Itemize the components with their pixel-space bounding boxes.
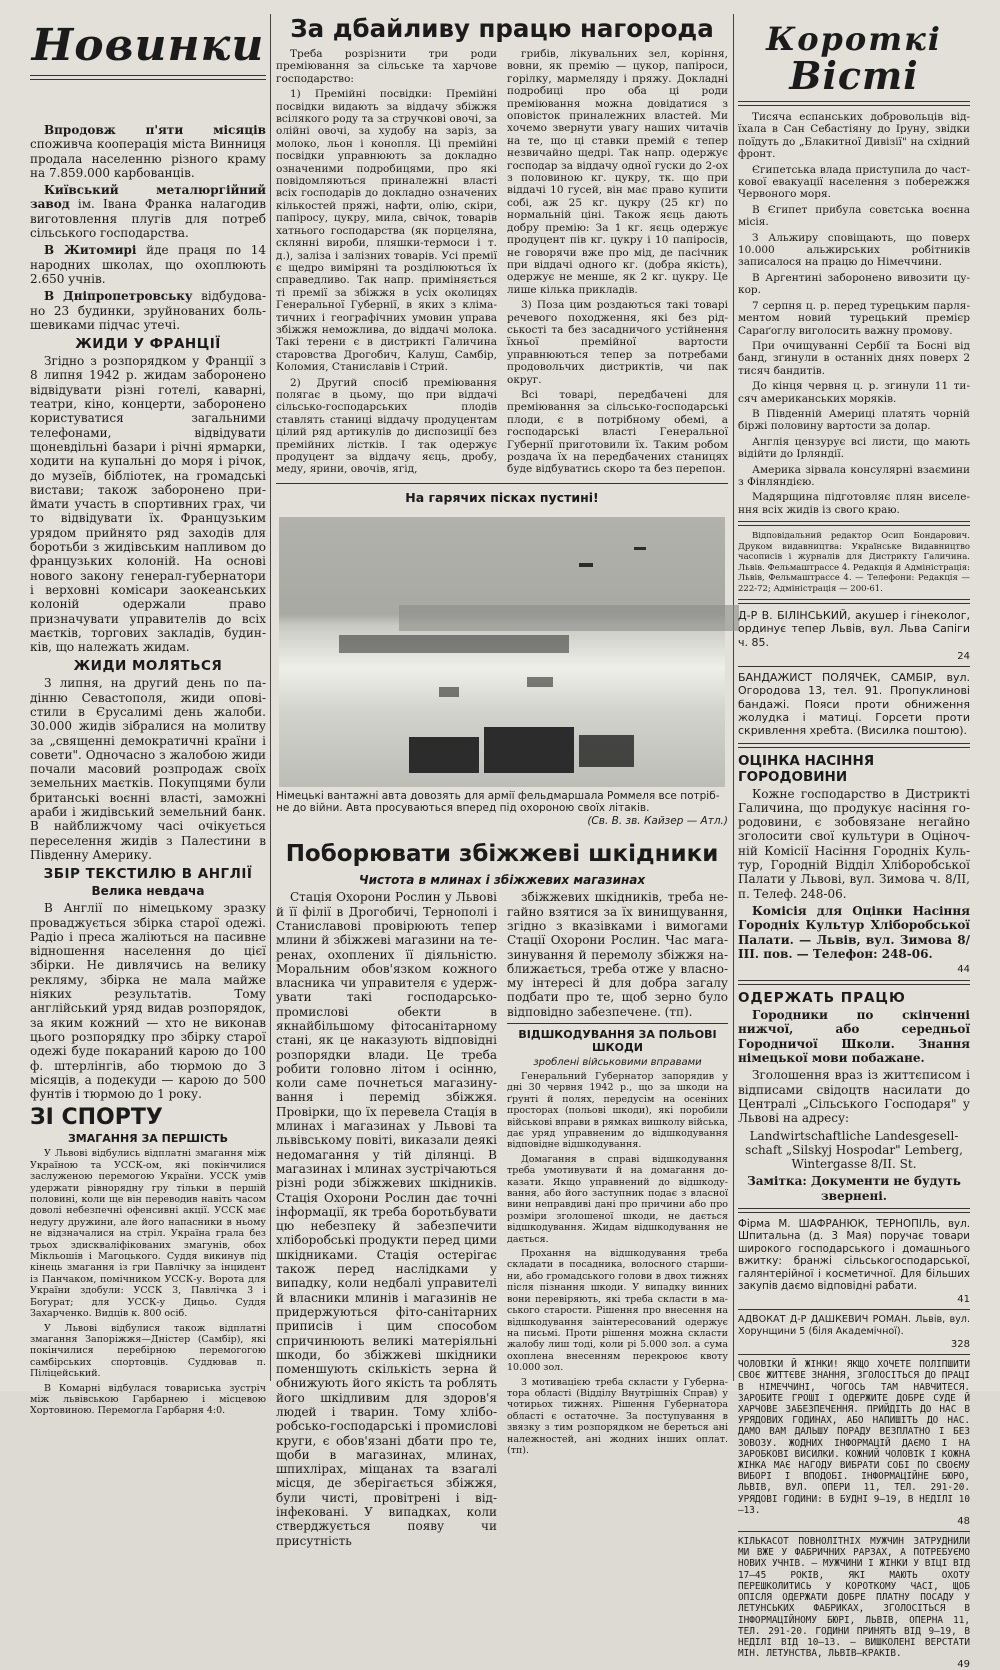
headline-textile: ЗБІР ТЕКСТИЛЮ В АНГЛІЇ bbox=[43, 866, 253, 883]
distant-convoy bbox=[339, 635, 569, 653]
ad-shafraniuk-number: 41 bbox=[957, 1294, 970, 1306]
truck-center bbox=[484, 727, 574, 773]
ad-work-germany: ЧОЛОВІКИ Й ЖІНКИ! ЯКЩО ХОЧЕТЕ ПОЛІПШИТИ СВОЄ ЖИТТЄВЕ ЗНАННЯ, ЗГОЛОСІТЬСЯ ДО ПРАЦІ В НІМЕЧЧИНІ, ЧОГОСЬ ТАМ НАВЧИТЕСЯ. ЗАРОБИТЕ ГРОШІ І ОДЕРЖИТЕ ДОБРЕ СУДЕ Й ХАРЧОВЕ ЗАБЕЗПЕЧЕННЯ. ПРИЙДІТЬ ДО НАС В УРЯДОВИХ ГОДИНАХ, АБО НАПИШІТЬ ДО НАС. ДАМО ВАМ ДАЛЬШУ ПОРАДУ ВЕЗПЛАТНО І БЕЗ ЗОВОЗУ. ЖОДНИХ ІНФОРМАЦІЙ ДАЄМО І НА ЗАРОБКОВІ ВИСИЛКИ. КОЖНИЙ ЧОЛОВІК І КОЖНА ЖІНКА МАЄ НАГОДУ ВИБРАТИ СОБІ ПО СВОЄМУ ВИБОРІ І ВПОДОБІ. ІНФОРМАЦІЙНЕ БЮРО, ЛЬВІВ, ВУЛ. ОПЕРИ 11, ТЕЛ. 291-20. УРЯДОВІ ГОДИНИ: В БУДНІ 9—19, В НЕДІЛІ 10—13. bbox=[738, 1359, 970, 1516]
column-novynky bbox=[30, 14, 266, 1417]
news-item-lead: Впродовж п'яти місяців bbox=[44, 123, 266, 137]
job-address: Landwirtschaftliche Landesgesellschaft „Silskyj Hospodar" Lemberg, Wintergasse 8/II. St. bbox=[745, 1128, 963, 1172]
news-item-text: відбудовано 23 будинки, зруйнованих большевиками підчас утечі. bbox=[30, 289, 266, 332]
horizon-dunes bbox=[399, 605, 739, 631]
job-text: Зголошення враз із життєписом і відписами свідоцтв насилати до Централі „Сільського Господаря" у Львові на адресу: bbox=[738, 1068, 970, 1126]
rubric-visti: Вісті bbox=[789, 53, 919, 98]
short-news-item: Єгипетська влада приступила до часткової евакуації населення з побережжя Червоного моря. bbox=[738, 163, 970, 201]
paragraph: Домагання в справі відшкодування треба умотивувати й на домагання доказати. Якщо управнений до відшкодування, або його заступник подає з власної вини неправдиві дані про причини або про розміри зголошеної шкоди, не дається відшкодування. Жидам відшкодування не дається. bbox=[507, 1153, 728, 1245]
photo-title: На гарячих пісках пустині! bbox=[405, 489, 599, 505]
news-item-text: йде праця по 14 народних школах, що охоплюють 2.650 учнів. bbox=[30, 243, 266, 286]
ad-bilinsky-number: 24 bbox=[957, 651, 970, 663]
ad-dashkevych: АДВОКАТ Д-Р ДАШКЕВИЧ РОМАН. Львів, вул. Хорунщини 5 (біля Академічної). bbox=[738, 1314, 970, 1337]
job-requirements: Городники по скінченні нижчої, або середньої Городничої Школи. Знання німецької мови побажане. bbox=[738, 1008, 970, 1066]
article-pray: 3 липня, на другий день по падінню Севастополя, жиди оповiстили в Єрусалимі день жалоби. 30.000 жидів зібралися на молитву за „священні демократичні країни і совети". Одночасно з жалобою жиди почали масовий розпродаж своїх земельних маєтків. Покупцями були британські воєнні власті, заможні араби і жидівський земельний банк. В найближчому часі очікується переселення жидів з Палестини в Південну Америку. bbox=[30, 676, 266, 862]
short-news-item: При очищуванні Сербії та Босні від банд, згинули в останніх днях поверх 2 тисяч бандитів. bbox=[738, 339, 970, 377]
ad-shafraniuk: Фірма М. ШАФРАНЮК, ТЕРНОПІЛЬ, вул. Шпитальна (д. 3 Мая) поручає товари широкого господарського і домашнього вжитку: бранжі сільськогосподарської, галянтерійної і косметичної. Для більших закупів даємо відповідні рабати. bbox=[738, 1217, 970, 1293]
ad-aviation-number: 49 bbox=[957, 1659, 970, 1670]
news-item-text: споживча кооперація міста Винниця продала населенню різного краму на 7.859.000 карбованців. bbox=[30, 137, 266, 180]
paragraph: Прохання на відшкодування треба складати в посадника, волосного старшини, або громадського голови в двох тижнях після пізнання шкоди. У випадку винних вони перевіряють, які треба скласти в маського старости. Рішення про внесення на відшкодування заінтересований одержує на письмі. Проти рішення можна скласти жалобу лиш тоді, коли рі 5.000 зол. а сума охоплена внесенням перекроює квоту 10.000 зол. bbox=[507, 1248, 728, 1374]
news-item-lead: Київський металюргійний завод bbox=[30, 183, 266, 212]
short-news-item: До кінця червня ц. р. згинули 11 тисяч американських моряків. bbox=[738, 380, 970, 405]
aircraft bbox=[579, 563, 593, 567]
photo-caption bbox=[276, 790, 728, 828]
article-compensation bbox=[507, 1071, 728, 1456]
short-news-item: 7 серпня ц. р. перед турецьким парляментом новий турецький премієр Сараґоглу виголосить важну промову. bbox=[738, 299, 970, 337]
seed-text: Кожне господарство в Дистрикті Галичина, що продукує насіння городовини, є зобовязане негайно зголосити свої культури в Оціночній Комісії Насіння Городніх Культур, Городній Відділ Хліборобської Палати у Львові, вул. Зимова ч. 8/ІІ, п. Телеф. 248-06. bbox=[738, 786, 970, 901]
paragraph: З мотивацією треба скласти у Губернатора області (Відділу Внутрішніх Справ) у чотирьох тижнях. Рішення Губернатора області є остаточне. За поступування в звязку з тим розпорядком не береться ані належностей, ані жодних інших оплат. (тп). bbox=[507, 1376, 728, 1456]
article-reward-left bbox=[276, 48, 497, 479]
news-list bbox=[30, 123, 266, 332]
paragraph: 1) Премійні посвідки: Премійні посвідки видають за віддачу збіжжя всілякого роду та за стручкові овочі, за олійні овочі, за худобу на заріз, за молоко, льон і конопля. Ці премійні посвідки управнюють за докладно означеними подробицями, про які повідомляються приналежні власті всіх господарів до докладно означених кількостей пряжі, нафти, олію, скіри, папіросу, цукру, мила, свічок, товарів хатнього господарства (як порцеляна, склянні вироби, пляшки-термоси і т. д.), заліза і залізних товарів. Усі премії є щедро виміряні та роздiлюються їх справедливо. Так напр. приміняється ті премії за збіжжя в усіх околицях Генеральної Губернії, в яких з кліматичних і географічних умовин управа збіжжя неможлива, до віддачі молока. Такі терени є в дистрикті Галичина старовства Дрогобич, Калуш, Самбір, Коломия, Станиславів і Стрий. bbox=[276, 88, 497, 374]
rubric-novynky: Новинки bbox=[31, 20, 265, 71]
article-textile: В Англії по німецькому зразку проваджується збірка старої одежі. Радіо і преса жаліються на пасивне відношення населення до цієї збірки. Не дивлячись на велику рекляму, збірка не мала майже ніяких результатів. Тому англійський уряд видав розпорядок, за яким кожний — хто не виконав цього розпорядку про збірку старої одежі буде покараний карою до 100 ф. штерлінгів, або тюрмою до 3 місяців, а подекуди — карою до 500 фунтів і тюрмою до 1 року. bbox=[30, 901, 266, 1102]
headline-pray: ЖИДИ МОЛЯТЬСЯ bbox=[73, 658, 223, 675]
ad-bandazhyst: БАНДАЖИСТ ПОЛЯЧЕК, САМБІР, вул. Огородова 13, тел. 91. Пропуклинові бандажі. Пояси проти обниження жолудка і матиці. Горсети проти скривлення хребта. (Висилка поштою). bbox=[738, 671, 970, 738]
imprint: Відповідальний редактор Осип Бондарович. Друком видавництва: Українське Видавництво часописів і журналів для Дистрикту Галичина. Львів. Фельмаштрассе 4. Редакція й Адміністрація: Львів, Фельмаштрассе 4. — Телефони: Редакція — 222-72; Адміністрація — 200-61. bbox=[738, 531, 970, 594]
paragraph: 2) Другий спосіб преміювання полягає в цьому, що при віддачі сільсько-господарських плодів ставлять станиці віддачу продуцентам цілий ряд артикулів до диспозиції без премійних лістків. І так одержує продуцент за віддачу яєць, дробу, меду, ярини, овочів, ягід, bbox=[276, 376, 497, 476]
short-news-item: Мадярщина підготовляє плян виселення всіх жидів із свого краю. bbox=[738, 491, 970, 516]
short-news-item: Тисяча еспанських добровольців відїхала в Сан Себастіяну до Іруну, звідки поїдуть до „Блакитної Дивізії" на східний фронт. bbox=[738, 111, 970, 161]
desert-trucks-photo bbox=[279, 517, 725, 787]
seed-commission: Комісія для Оцінки Насіння Городніх Культур Хліборобської Палати. — Львів, вул. Зимова 8/ІІІ. пов. — Телефон: 248-06. bbox=[738, 903, 970, 961]
news-item bbox=[30, 183, 266, 240]
aircraft-2 bbox=[634, 547, 646, 550]
ad-aviation-factories: КІЛЬКАСОТ ПОВНОЛІТНІХ МУЖЧИН ЗАТРУДНИЛИ МИ ВЖЕ У ФАБРИЧНИХ РАРЗАХ, А ПОТРЕБУЄМО НОВИХ УЧНІВ. — МУЖЧИНИ І ЖІНКИ У ВІЦІ ВІД 17—45 РОКІВ, ЯКІ МАЮТЬ ОХОТУ ПЕРЕШКОЛИТИСЬ У КОРОТКОМУ ЧАСІ, ЩОБ ОПІСЛЯ ОДЕРЖАТИ ДОБРЕ ПЛАТНУ ПОСАДУ У ЛЕТУНСЬКИХ ФАБРИКАХ, ЗГОЛОСІТЬСЯ В ІНФОРМАЦІЙНОМУ БЮРІ, ЛЬВІВ, ОПЕРНА 11, ТЕЛ. 291-20. ГОДИНИ ПРИНЯТЬ ВІД 9—19, В НЕДІЛІ ВІД 10—13. — ВИШКОЛЕНІ ВЕРСТАТИ МІН. ЛЕТУНСТВА, ЛЬВІВ—КРАКІВ. bbox=[738, 1536, 970, 1660]
short-news-item: Америка зірвала консулярні взаємини з Фінляндією. bbox=[738, 463, 970, 488]
headline-reward: За дбайливу працю нагорода bbox=[290, 14, 714, 43]
paragraph: Всі товарі, передбачені для преміювання за сільсько-господарські плоди, є в потрібному обемі, а господарські власті Генеральної Губернії приготовили їх. Таким робом роздача їх на передбачених станицях буде відбуватись скоро та без перепон. bbox=[507, 388, 728, 476]
headline-france: ЖИДИ У ФРАНЦІЇ bbox=[75, 336, 221, 353]
truck-left bbox=[409, 737, 479, 773]
news-item bbox=[30, 123, 266, 180]
photo-credit: (Св. В. зв. Кайзер — Атл.) bbox=[587, 814, 728, 827]
subhead-textile: Велика невдача bbox=[91, 884, 205, 899]
ad-dashkevych-number: 328 bbox=[950, 1339, 970, 1351]
seed-number: 44 bbox=[957, 964, 970, 976]
short-news-item: З Альжиру сповіщають, що поверх 10.000 альжирських робітників записалося на працю до Німеччини. bbox=[738, 231, 970, 269]
short-news-list bbox=[738, 111, 970, 516]
news-item-lead: В Дніпропетровську bbox=[44, 289, 193, 304]
short-news-item: Англія цензурує всі листи, що мають відійти до Ірляндії. bbox=[738, 435, 970, 461]
paragraph: 3) Поза цим роздаються такі товарі речевого походження, які без рідськості та без засадничого устійнення їхньої премійної вартости управнюються тепер за потребами продовольчих дистриктів, чи пак округ. bbox=[507, 299, 728, 386]
job-note: Замітка: Документи не будуть звернені. bbox=[747, 1174, 961, 1203]
photo-caption-text: Німецькі вантажні авта довозять для армії фельдмаршала Роммеля все потрібне до війни. Авта просуваються вперед під охороною своїх літаків. bbox=[276, 789, 720, 815]
rubric-korotki: Короткі bbox=[766, 20, 942, 58]
paragraph: Генеральний Губернатор запорядив у дні 30 червня 1942 р., що за шкоди на ґрунті й полях, передусім на осеніних просторах (польові шкоди), які поробили військові вправи в рямках вишколу війська, дає уряд управненим до відшкодування відповідне відшкодування. bbox=[507, 1070, 728, 1151]
article-reward-right bbox=[507, 48, 728, 479]
headline-sport: ЗІ СПОРТУ bbox=[30, 1105, 163, 1131]
headline-job: ОДЕРЖАТЬ ПРАЦЮ bbox=[738, 990, 906, 1007]
short-news-item: В Аргентині заборонено вивозити цукор. bbox=[738, 271, 970, 297]
headline-seed: ОЦІНКА НАСІННЯ ГОРОДОВИНИ bbox=[738, 752, 875, 785]
article-sport-2: У Львові відбулися також відплатні змагання Запоріжжя—Дністер (Самбір), які покінчилися перебірною перемогогою самбірських спортовців. Суддював п. Пілiцейський. bbox=[30, 1322, 266, 1380]
column-main bbox=[276, 14, 728, 1548]
column-short-news bbox=[738, 14, 970, 1670]
article-france: Згідно з розпорядком у Франції з 8 липня 1942 р. жидам заборонено відвідувати різні готелі, каварні, театри, кіно, концерти, заборонено користуватися загальними телефонами, відвідувати щоневдільні базари і річні ярмарки, ходити на купальні до моря і річок, до музеїв, бібліотек, на громадські вистави; також заборонено приймати участь в спортивних грах, чи то відвідувати їх. Французьким урядом прийнято ряд заходів для боротьби з жидівським напливом до французьких колоній. На основі нового закону генерал-губернатори і верховні комісари заокеанських колоній одержали право призначувати управителів до всіх маєтків, торгових закладів, будинків, що належать жидам. bbox=[30, 354, 266, 655]
article-sport-3: В Комарні відбулася товариська зустріч між львівською Гарбарнею і місцевою Хортовиною. Перемогла Гарбарня 4:0. bbox=[30, 1382, 266, 1417]
article-pests-left: Стація Охорони Рослин у Львові й її філії в Дрогобичі, Тернополі і Станиславові провірюють тепер млини й збіжжеві магазини на теренах, охоплених її діяльністю. Моральним обов'язком кожного власника чи управителя є удержувати такі господарсько-промислові обекти в якнайбільшому фітосанітарному стані, як це наказують відповідні розпорядки влади. Це треба робити головно літом і осінню, коли саме почнеться магазинування і перемiд збіжжя. Провірки, що їх перевела Стація в млинах і магазинах у Львові та львівському повіті, виказали деякі недомагання у тій ділянці. В магазинах і млинах зустрічаються різні роди збіжжевих шкідників. Стація Охорони Рослин дає точні інформації, як треба боротьбувати цю небезпеку й забезпечити хліборобські продукти перед цими шкідниками. Стація остерігає також перед наслідками у випадку, коли недбалі управителі й власники млинів і магазинів не придержуються фіто-санітарних приписів і цим способом спричинюють великі матеріяльні шкоди, бо збіжжеві шкідники поменшують скількість зерна й обнижують його якість та роблять його шкідливим для здоров'я людей і тварин. Тому хліборобсько-господарські і промислові круги, є обов'язані дбати про те, щоби в магазинах, млинах, шпихлірах, міщанах та взагалі місця, де зберігається збіжжя, були чисті, провітрені і відінфекованi. У випадках, коли стверджується появу чи присутність bbox=[276, 890, 497, 1548]
news-item bbox=[30, 243, 266, 286]
column-rule-left bbox=[270, 14, 271, 1381]
subhead-pests: Чистота в млинах і збіжжевих магазинах bbox=[358, 873, 646, 888]
divider bbox=[276, 483, 728, 484]
paragraph: грибів, лікувальних зел, коріння, вовни, як премію — цукор, папіроси, горілку, мармеляду і пряжу. Докладні подробиці про оба ці роди преміювання можна довідатися з оповісток приналежних властей. Ми хочемо звернути увагу наших читачів на те, що ці ставки премій є тепер незвичайно щедрі. Так напр. одержує господар за віддачу одної гуски до 2-ох з половиною кг. цукру, тк. що при віддачі 10 гусей, він має право купити собі, аж 25 кг. цукру (25 кг) по нормальній ціні. Також яєць дають добру премію: За 1 кг. яєць одержує продуцент пів кг. цукру і 10 папіросів, не говорячи вже про мід, де пасічник при віддачі одного кг. (добра якість), одержує не менше, як 2 кг. цукру. Це лише кілька прикладів. bbox=[507, 48, 728, 296]
article-sport-1: У Львові відбулись відплатні змагання між Україною та УССК-ом, які покінчилися заслуженою перемогою України. УССК умів удержати рівнорядну гру тільки в першій половині, коли ще він переводив навіть часом доволі небезпечні офенсивні акції. УССК має недугу дружини, але його напасники в ньому не відзначалися на стріл. Україна грала без трьох здисквалiфiкованих змагунів, обох Мікльошів і Магоцького. Суддя викинув під кінець змагання із гри Павлічку за інцидент із Панчаком, помічником УССК-у. Ворота для України здобули: УССК 3, Павлічка 3 і Богурат; для УССК-у Дицьо. Суддя Захарченко. Видців к. 800 осіб. bbox=[30, 1148, 266, 1320]
truck-distant-2 bbox=[527, 677, 553, 687]
headline-compensation: ВІДШКОДУВАННЯ ЗА ПОЛЬОВІ ШКОДИ bbox=[518, 1027, 717, 1054]
headline-pests: Поборювати збіжжеві шкідники bbox=[285, 841, 719, 868]
subhead-sport: ЗМАГАННЯ ЗА ПЕРШІСТЬ bbox=[67, 1132, 229, 1146]
rubric-short-news bbox=[738, 22, 970, 96]
ad-work-germany-number: 48 bbox=[957, 1516, 970, 1528]
article-pests-right: збіжжевих шкідників, треба негайно взятися за їх винищування, згідно з вказівками і вимогами Стації Охорони Рослин. Час магазинування й перемолу збіжжя наближається, треба отже у власному інтересі й для добра загалу подбати про те, щоб зерно було відповідно забезпечене. (тп). bbox=[507, 890, 728, 1019]
news-item bbox=[30, 289, 266, 332]
truck-right bbox=[579, 735, 634, 767]
news-item-text: ім. Івана Франка налагодив виготовлення плугів для потреб сільського господарства. bbox=[30, 197, 266, 241]
paragraph: Треба розрізнити три роди преміювання за сільське та харчове господарство: bbox=[276, 48, 497, 85]
article-pests bbox=[276, 890, 728, 1551]
rubric-underline bbox=[30, 75, 266, 80]
ad-bilinsky: Д-Р В. БІЛІНСЬКИЙ, акушер і гінеколог, ординує тепер Львів, вул. Льва Сапіги ч. 85. bbox=[738, 609, 970, 649]
news-item-lead: В Житомирі bbox=[44, 243, 137, 258]
truck-distant-1 bbox=[439, 687, 459, 697]
column-rule-right bbox=[733, 14, 734, 1381]
article-reward bbox=[276, 48, 728, 479]
subhead-compensation: зроблені військовими вправами bbox=[533, 1056, 702, 1068]
short-news-item: В Єгипет прибула совєтська воєнна місія. bbox=[738, 203, 970, 229]
short-news-item: В Південній Америці платять чорній біржі половину вартости за долар. bbox=[738, 407, 970, 433]
